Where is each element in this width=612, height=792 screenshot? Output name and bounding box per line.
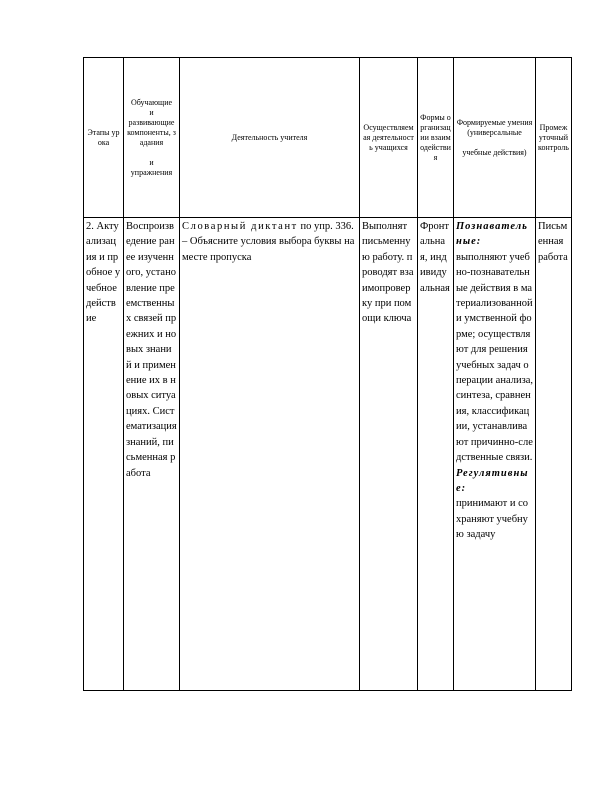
cell-uud [454,218,536,691]
header-components-line: и [149,107,154,117]
table-header-row [84,58,572,218]
header-control: Промежуточный контроль [536,58,572,218]
header-uud-line: Формируемые умения (универсальные [456,117,533,137]
header-components-line: компоненты, задания [127,127,176,147]
cognitive-text: выполняют учебно-познавательные действия в материализованной и умственной форме; осуществляют для решения учебных задач операции анализа, синтеза, сравнения, классификации, устанавливают причинно-следственные связи. [456,251,533,464]
dictation-heading: Словарный диктант [182,221,298,232]
cell-students: Выполнят письменную работу. проводят взаимопроверку при помощи ключа [360,218,418,691]
exercise-reference: по упр. 336. [297,221,354,232]
header-uud [454,58,536,218]
cell-components: Воспроизведение ранее изученного, установление преемственных связей прежних и новых знаний и применение их в новых ситуациях. Систематизация знаний, письменная работа [124,218,180,691]
header-forms: Формы организации взаимодействия [418,58,454,218]
header-components-line: и [149,157,154,167]
cell-control: Письменная работа [536,218,572,691]
header-teacher: Деятельность учителя [180,58,360,218]
header-components-line: развивающие [128,117,175,127]
header-students: Осуществляемая деятельность учащихся [360,58,418,218]
regulatory-text: принимают и сохраняют учебную задачу [456,498,529,541]
lesson-plan-table [83,57,572,691]
header-components [124,58,180,218]
cell-stage: 2. Актуализация и пробное учебное действие [84,218,124,691]
table-row [84,218,572,691]
cell-teacher [180,218,360,691]
cognitive-label: Познавательные: [456,221,528,248]
cell-forms: Фронтальная, индивидуальная [418,218,454,691]
header-stage: Этапы урока [84,58,124,218]
regulatory-label: Регулятивные: [456,467,529,494]
header-components-line: Обучающие [130,97,173,107]
header-components-line: упражнения [130,167,173,177]
teacher-task: – Объясните условия выбора буквы на месте пропуска [182,236,355,263]
header-uud-line: учебные действия) [462,147,527,157]
